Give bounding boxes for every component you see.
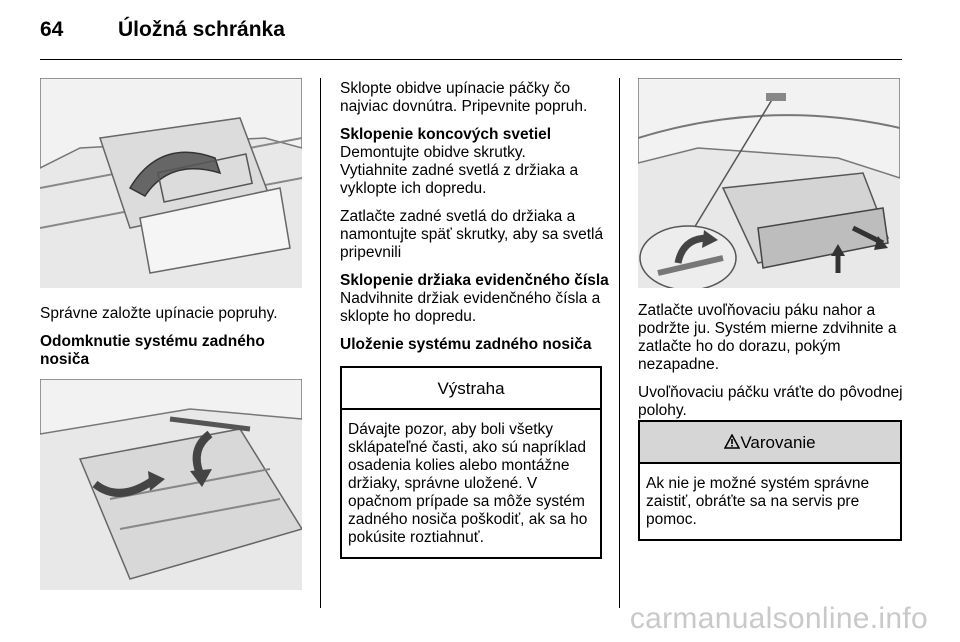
heading-lights: Sklopenie koncových svetiel <box>340 126 552 143</box>
illustration-straps <box>40 78 302 288</box>
right-text-1: Zatlačte uvoľňovaciu páku nahor a podržte ju. Systém mierne zdvihnite a zatlačte ho do dorazu, pokým nezapadne. <box>638 302 897 373</box>
page-title: Úložná schránka <box>118 18 285 41</box>
column-divider-1 <box>320 78 321 608</box>
intro-text: Sklopte obidve upínacie páčky čo najviac dovnútra. Pripevnite popruh. <box>340 80 588 115</box>
caption-straps: Správne založte upínacie popruhy. <box>40 305 278 322</box>
left-column-text <box>40 305 308 369</box>
page-header <box>40 18 285 42</box>
caution-text: Dávajte pozor, aby boli všetky sklápateľné časti, ako sú napríklad osadenia kolies alebo montážne držiaky, správne uložené. V opačnom prípade sa môže systém zadného nosiča poškodiť, ak sa ho pokúsite roztiahnuť. <box>348 421 588 546</box>
illustration-straps-drawing <box>40 78 302 288</box>
watermark: carmanualsonline.info <box>629 602 928 635</box>
warning-header <box>640 422 900 464</box>
illustration-storage <box>638 78 900 288</box>
header-rule <box>40 59 902 60</box>
lights-text-2: Vytiahnite zadné svetlá z držiaka a vyklopte ich dopredu. <box>340 162 579 197</box>
right-column-text <box>638 302 906 430</box>
warning-triangle-icon <box>724 434 740 449</box>
warning-box <box>638 420 902 541</box>
caution-box <box>340 366 602 559</box>
illustration-unlock <box>40 379 302 590</box>
heading-unlock: Odomknutie systému zadného nosiča <box>40 333 265 368</box>
middle-column-text <box>340 80 610 354</box>
caution-title: Výstraha <box>342 368 600 410</box>
page-number: 64 <box>40 18 64 41</box>
heading-plate: Sklopenie držiaka evidenčného čísla <box>340 272 609 289</box>
warning-text: Ak nie je možné systém správne zaistiť, obráťte sa na servis pre pomoc. <box>646 475 870 528</box>
warning-title: Varovanie <box>740 433 816 452</box>
illustration-storage-drawing <box>638 78 900 288</box>
lights-text-1: Demontujte obidve skrutky. <box>340 144 526 161</box>
lights-text-3: Zatlačte zadné svetlá do držiaka a namontujte späť skrutky, aby sa svetlá pripevnili <box>340 208 604 261</box>
plate-text: Nadvihnite držiak evidenčného čísla a sklopte ho dopredu. <box>340 290 601 325</box>
illustration-unlock-drawing <box>40 379 302 590</box>
right-text-2: Uvoľňovaciu páčku vráťte do pôvodnej polohy. <box>638 384 903 419</box>
column-divider-2 <box>619 78 620 608</box>
heading-storage: Uloženie systému zadného nosiča <box>340 336 592 353</box>
